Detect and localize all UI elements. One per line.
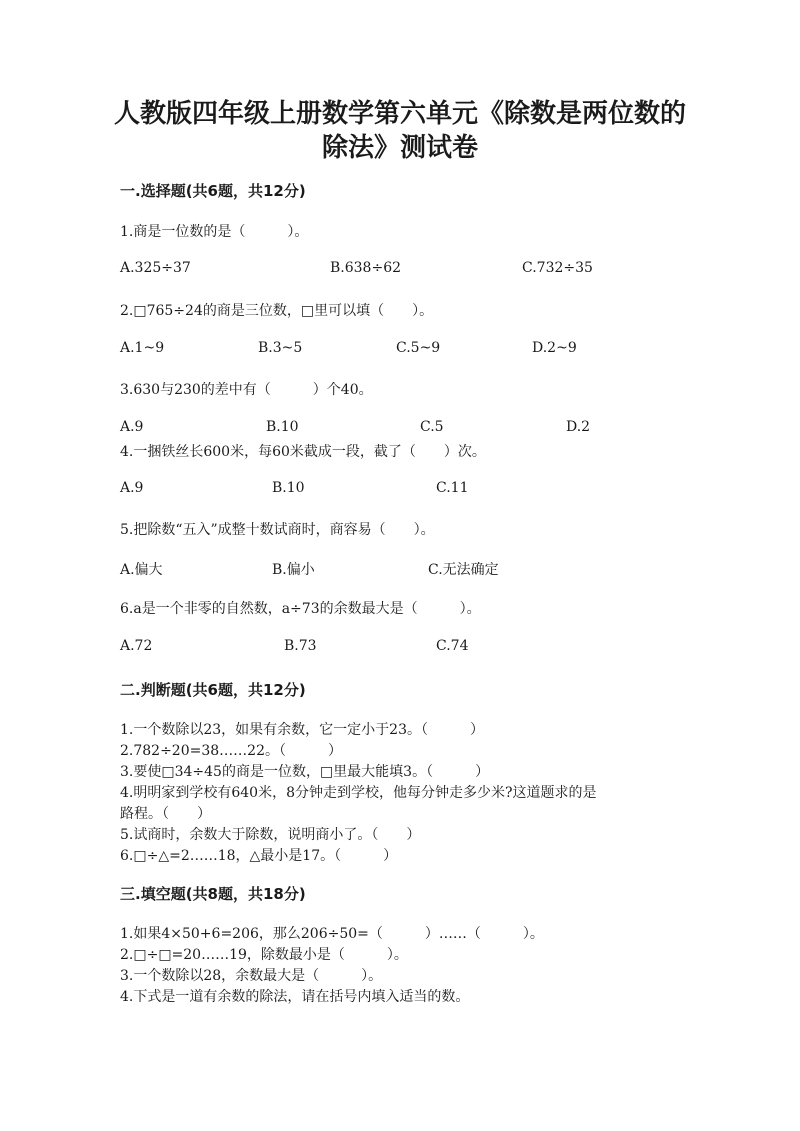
page-title-line-2: 除法》测试卷 [321, 133, 478, 163]
section-heading-judgement: 二.判断题(共6题，共12分) [120, 681, 306, 699]
option-a: A.偏大 [120, 562, 163, 578]
section-heading-fill-blank: 三.填空题(共8题，共18分) [120, 885, 306, 903]
option-a: A.1~9 [120, 340, 165, 356]
option-b: B.3~5 [258, 340, 303, 356]
option-b: B.10 [266, 419, 299, 435]
question-text: 5.把除数“五入”成整十数试商时，商容易（ ）。 [120, 522, 435, 538]
option-a: A.72 [120, 638, 153, 654]
statement-continued: 路程。（ ） [120, 806, 211, 822]
option-c: C.11 [436, 480, 469, 496]
statement: 5.试商时，余数大于除数，说明商小了。（ ） [120, 827, 421, 843]
fill-blank-question: 3.一个数除以28，余数最大是（ ）。 [120, 968, 383, 984]
option-a: A.9 [120, 480, 144, 496]
statement: 2.782÷20=38……22。（ ） [120, 743, 342, 759]
option-c: C.无法确定 [428, 562, 499, 578]
option-c: C.732÷35 [522, 260, 593, 276]
question-text: 2.□765÷24的商是三位数，□里可以填（ ）。 [120, 303, 434, 319]
statement: 4.明明家到学校有640米，8分钟走到学校，他每分钟走多少米?这道题求的是 [120, 785, 597, 801]
option-c: C.5~9 [396, 340, 441, 356]
option-c: C.74 [436, 638, 469, 654]
option-a: A.9 [120, 419, 144, 435]
fill-blank-question: 4.下式是一道有余数的除法，请在括号内填入适当的数。 [120, 989, 470, 1005]
page-title-line-1: 人教版四年级上册数学第六单元《除数是两位数的 [113, 99, 686, 129]
option-b: B.10 [272, 480, 305, 496]
option-d: D.2 [566, 419, 591, 435]
statement: 3.要使□34÷45的商是一位数，□里最大能填3。（ ） [120, 764, 490, 780]
option-b: B.73 [284, 638, 317, 654]
fill-blank-question: 2.□÷□=20……19，除数最小是（ ）。 [120, 947, 408, 963]
question-text: 1.商是一位数的是（ ）。 [120, 224, 309, 240]
option-d: D.2~9 [532, 340, 577, 356]
question-text: 3.630与230的差中有（ ）个40。 [120, 382, 373, 398]
question-text: 4.一捆铁丝长600米，每60米截成一段，截了（ ）次。 [120, 444, 486, 460]
section-heading-choice: 一.选择题(共6题，共12分) [120, 182, 306, 200]
statement: 1.一个数除以23，如果有余数，它一定小于23。（ ） [120, 722, 484, 738]
fill-blank-question: 1.如果4×50+6=206，那么206÷50=（ ）……（ ）。 [120, 926, 544, 942]
option-b: B.偏小 [272, 562, 315, 578]
option-b: B.638÷62 [330, 260, 402, 276]
option-a: A.325÷37 [120, 260, 191, 276]
statement: 6.□÷△=2……18，△最小是17。（ ） [120, 848, 398, 864]
option-c: C.5 [420, 419, 444, 435]
question-text: 6.a是一个非零的自然数，a÷73的余数最大是（ ）。 [120, 601, 481, 617]
